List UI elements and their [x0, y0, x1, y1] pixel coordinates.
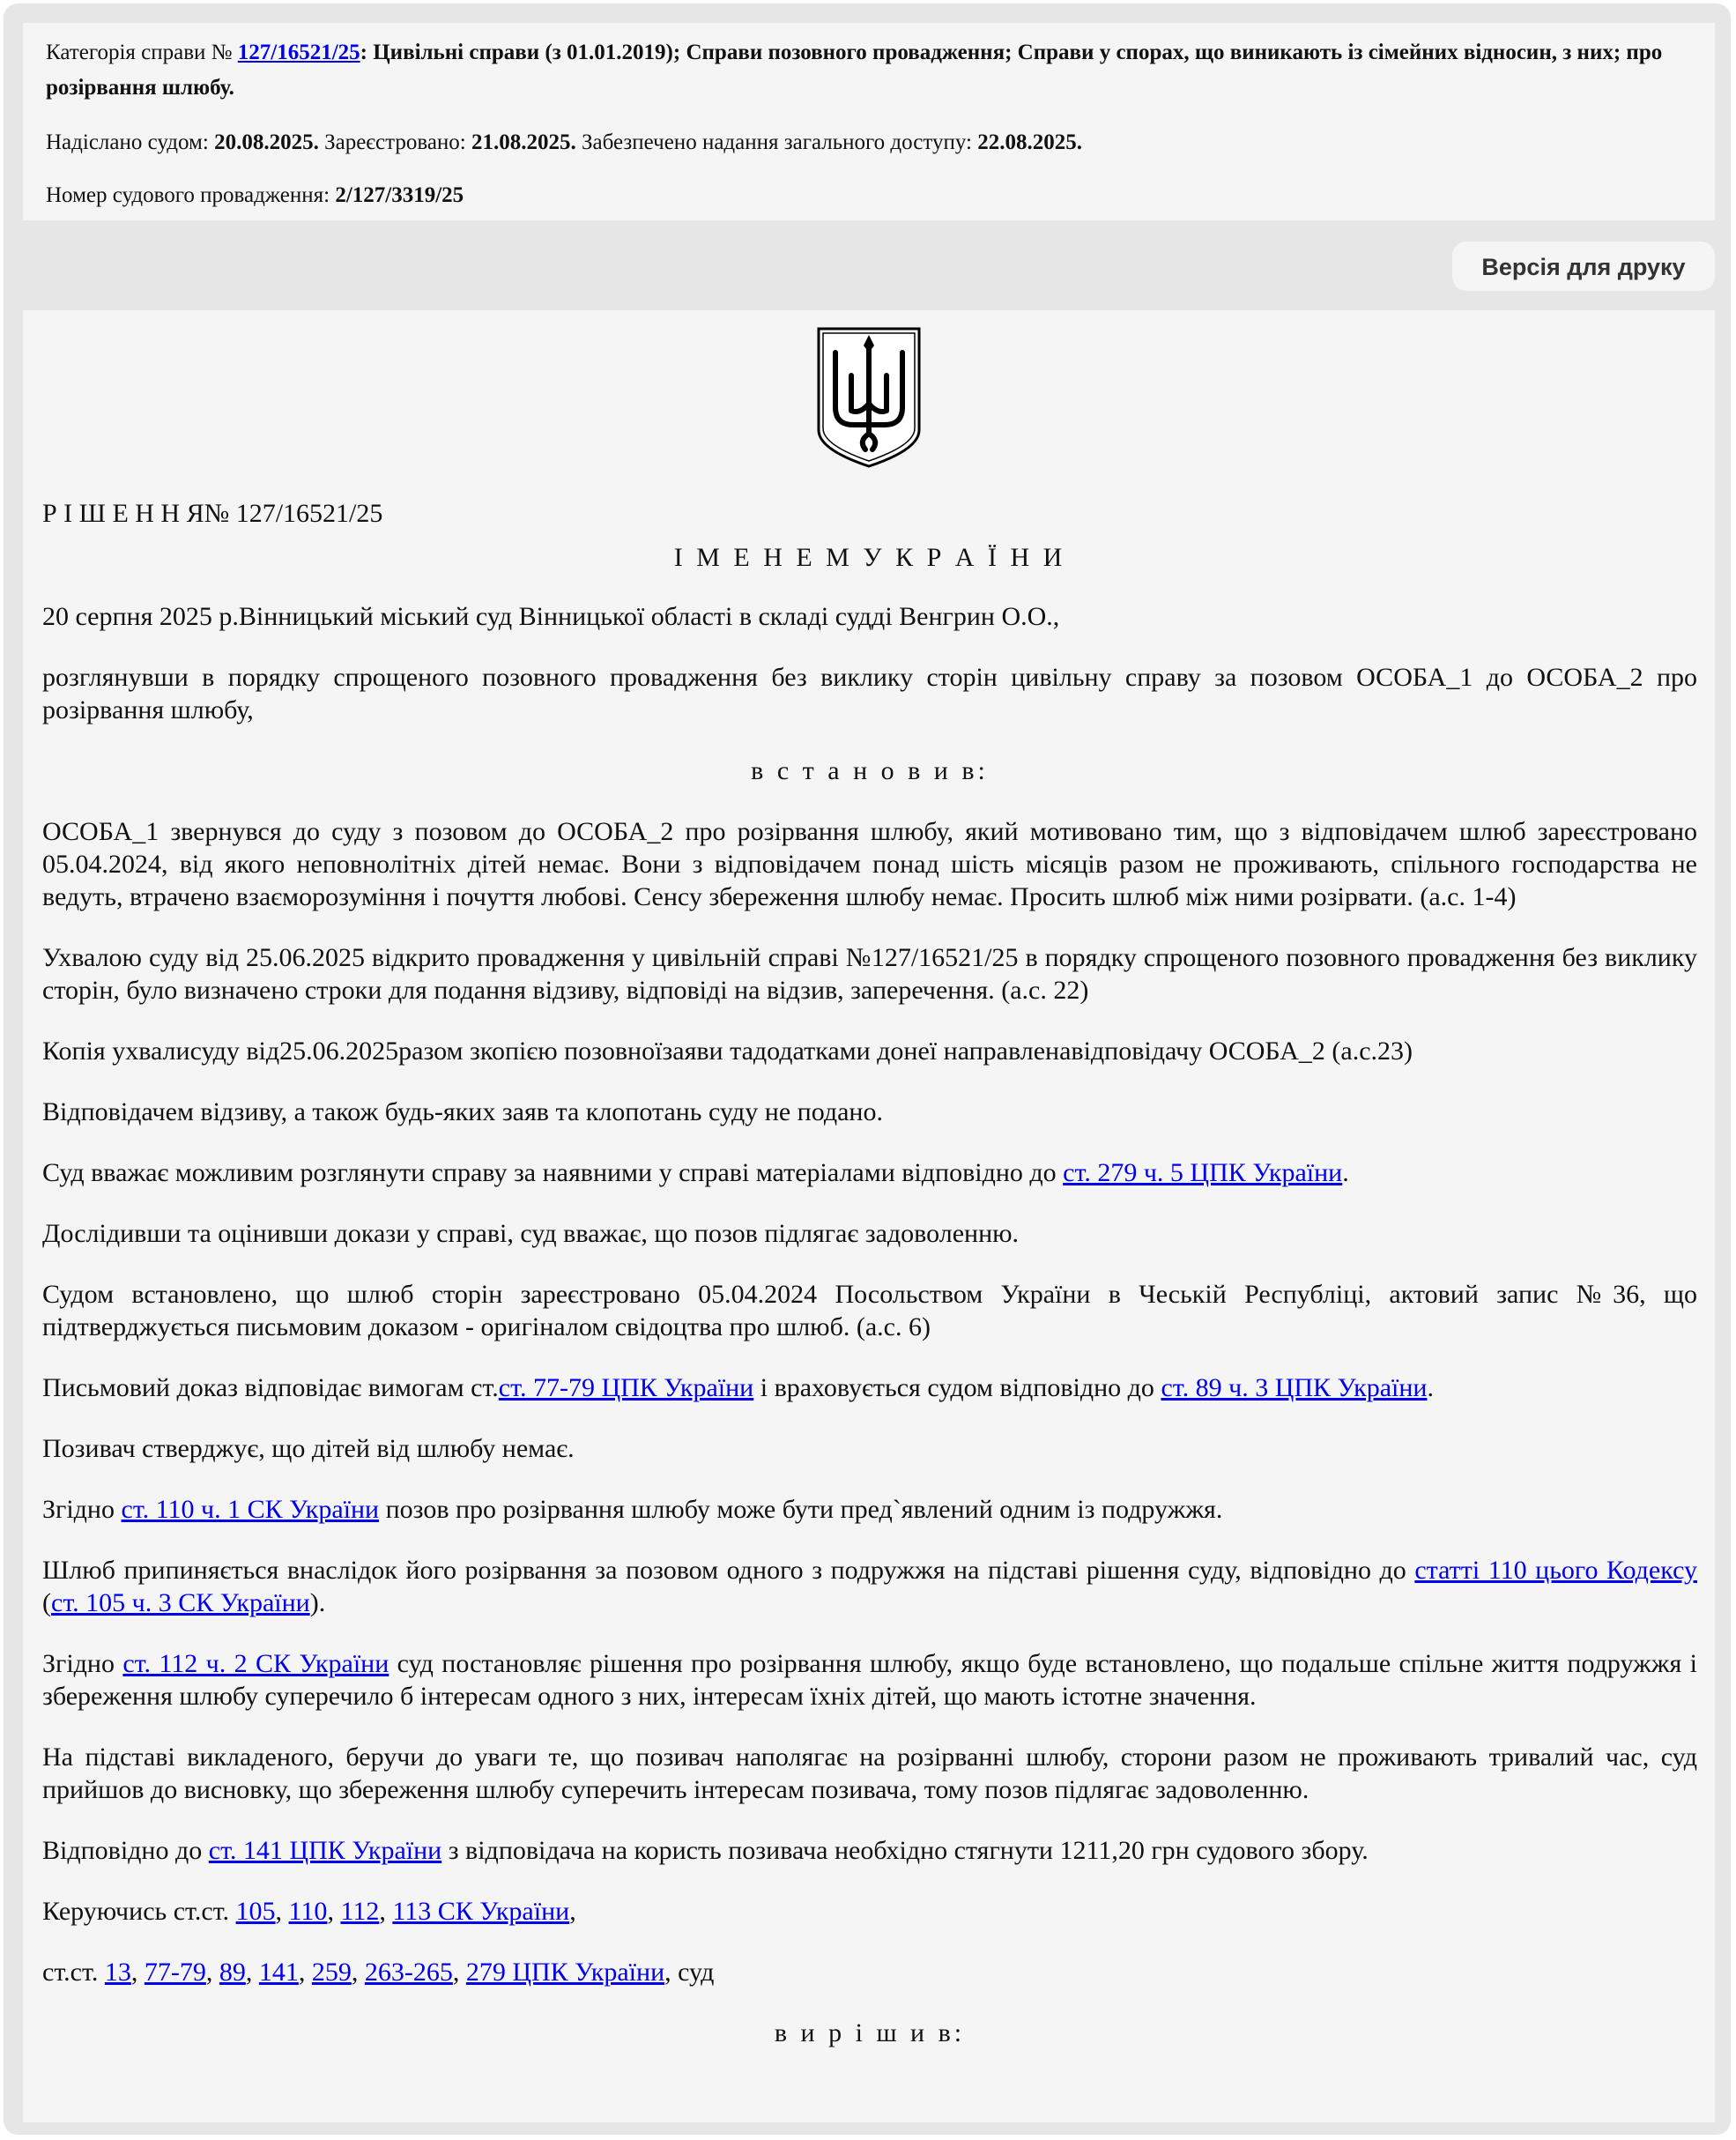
paragraph-intro: 20 серпня 2025 р.Вінницький міський суд Вінницької області в складі судді Венгрин О.О.,: [42, 602, 1060, 631]
paragraph-marriage-termination: Шлюб припиняється внаслідок його розірвання за позовом одного з подружжя на підставі рішення суду, відповідно до статті 110 цього Кодексу (ст. 105 ч. 3 СК України).: [42, 1556, 1697, 1617]
paragraph-guided-sk: Керуючись ст.ст. 105, 110, 112, 113 СК України,: [42, 1897, 576, 1926]
paragraph-written-evidence: Письмовий доказ відповідає вимогам ст.ст. 77-79 ЦПК України і враховується судом відповідно до ст. 89 ч. 3 ЦПК України.: [42, 1373, 1434, 1402]
paragraph-marriage-registered: Судом встановлено, що шлюб сторін зареєстровано 05.04.2024 Посольством України в Чеській Республіці, актовий запис №36, що підтверджується письмовим доказом - оригіналом свідоцтва про шлюб. (а.с. 6): [42, 1280, 1697, 1341]
proceeding-number: Номер судового провадження: 2/127/3319/25: [46, 183, 464, 207]
page-frame: [4, 4, 1731, 2135]
coat-of-arms-icon: [816, 326, 922, 469]
established-heading: в с т а н о в и в:: [751, 756, 989, 785]
paragraph-court-fee: Відповідно до ст. 141 ЦПК України з відповідача на користь позивача необхідно стягнути 1211,20 грн судового збору.: [42, 1836, 1369, 1865]
cpk-link-89[interactable]: 89: [219, 1958, 246, 1987]
cpk-link-279[interactable]: 279 ЦПК України: [465, 1958, 665, 1987]
law-link-105[interactable]: ст. 105 ч. 3 СК України: [51, 1588, 310, 1617]
law-link-112[interactable]: ст. 112 ч. 2 СК України: [122, 1649, 389, 1678]
law-link-141[interactable]: ст. 141 ЦПК України: [208, 1836, 442, 1865]
in-the-name-heading: І М Е Н Е М У К Р А Ї Н И: [673, 543, 1066, 572]
decision-body: [42, 541, 1697, 2077]
paragraph-no-children: Позивач стверджує, що дітей від шлюбу немає.: [42, 1434, 575, 1463]
sk-link-113[interactable]: 113 СК України: [392, 1897, 570, 1926]
case-category: Категорія справи № 127/16521/25: Цивільні справи (з 01.01.2019); Справи позовного провадження; Справи у спорах, що виникають із сімейних відносин, з них; про розірвання шлюбу.: [46, 41, 1663, 100]
paragraph-conclusion: На підставі викладеного, беручи до уваги те, що позивач наполягає на розірванні шлюбу, сторони разом не проживають тривалий час, суд прийшов до висновку, що збереження шлюбу суперечить інтересам позивача, тому позов підлягає задоволенню.: [42, 1742, 1697, 1804]
law-link-article-110-code[interactable]: статті 110 цього Кодексу: [1414, 1556, 1697, 1585]
paragraph-claim: ОСОБА_1 звернувся до суду з позовом до ОСОБА_2 про розірвання шлюбу, який мотивовано тим, що з відповідачем шлюб зареєстровано 05.04.2024, від якого неповнолітніх дітей немає. Вони з відповідачем понад шість місяців разом не проживають, спільного господарства не ведуть, втрачено взаєморозуміння і почуття любові. Сенсу збереження шлюбу немає. Просить шлюб між ними розірвати. (а.с. 1-4): [42, 817, 1697, 911]
case-dates: Надіслано судом: 20.08.2025. Зареєстровано: 21.08.2025. Забезпечено надання загального доступу: 22.08.2025.: [46, 130, 1082, 154]
paragraph-considered: розглянувши в порядку спрощеного позовного провадження без виклику сторін цивільну справу за позовом ОСОБА_1 до ОСОБА_2 про розірвання шлюбу,: [42, 663, 1697, 724]
sk-link-105[interactable]: 105: [235, 1897, 276, 1926]
paragraph-guided-cpk: ст.ст. 13, 77-79, 89, 141, 259, 263-265, 279 ЦПК України, суд: [42, 1958, 715, 1987]
paragraph-article-110: Згідно ст. 110 ч. 1 СК України позов про розірвання шлюбу може бути пред`явлений одним із подружжя.: [42, 1495, 1223, 1524]
cpk-link-77-79[interactable]: 77-79: [144, 1958, 206, 1987]
print-version-button[interactable]: Версія для друку: [1452, 241, 1715, 291]
cpk-link-263-265[interactable]: 263-265: [364, 1958, 453, 1987]
cpk-link-259[interactable]: 259: [311, 1958, 352, 1987]
law-link-89[interactable]: ст. 89 ч. 3 ЦПК України: [1161, 1373, 1428, 1402]
paragraph-consider-materials: Суд вважає можливим розглянути справу за наявними у справі матеріалами відповідно до ст. 279 ч. 5 ЦПК України.: [42, 1158, 1349, 1187]
paragraph-no-response: Відповідачем відзиву, а також будь-яких заяв та клопотань суду не подано.: [42, 1097, 883, 1126]
case-number-link[interactable]: 127/16521/25: [237, 41, 360, 64]
cpk-link-13[interactable]: 13: [104, 1958, 131, 1987]
cpk-link-141[interactable]: 141: [258, 1958, 299, 1987]
paragraph-ruling-opened: Ухвалою суду від 25.06.2025 відкрито провадження у цивільній справі №127/16521/25 в порядку спрощеного позовного провадження без виклику сторін, було визначено строки для подання відзиву, відповіді на відзив, заперечення. (а.с. 22): [42, 943, 1697, 1005]
decision-document: [23, 310, 1715, 2122]
paragraph-evaluation: Дослідивши та оцінивши докази у справі, суд вважає, що позов підлягає задоволенню.: [42, 1219, 1020, 1248]
case-info-panel: [23, 23, 1715, 220]
decision-title: Р І Ш Е Н Н Я№ 127/16521/25: [42, 499, 383, 528]
paragraph-copy-sent: Копія ухвалисуду від25.06.2025разом зкопією позовноїзаяви тадодатками донеї направленавідповідачу ОСОБА_2 (а.с.23): [42, 1037, 1413, 1066]
sk-link-112[interactable]: 112: [340, 1897, 380, 1926]
decided-heading: в и р і ш и в:: [774, 2018, 966, 2047]
sk-link-110[interactable]: 110: [288, 1897, 328, 1926]
law-link-279[interactable]: ст. 279 ч. 5 ЦПК України: [1063, 1158, 1343, 1187]
paragraph-article-112: Згідно ст. 112 ч. 2 СК України суд постановляє рішення про розірвання шлюбу, якщо буде встановлено, що подальше спільне життя подружжя і збереження шлюбу суперечило б інтересам одного з них, інтересам їхніх дітей, що мають істотне значення.: [42, 1649, 1697, 1711]
law-link-110[interactable]: ст. 110 ч. 1 СК України: [121, 1495, 380, 1524]
law-link-77-79[interactable]: ст. 77-79 ЦПК України: [498, 1373, 754, 1402]
